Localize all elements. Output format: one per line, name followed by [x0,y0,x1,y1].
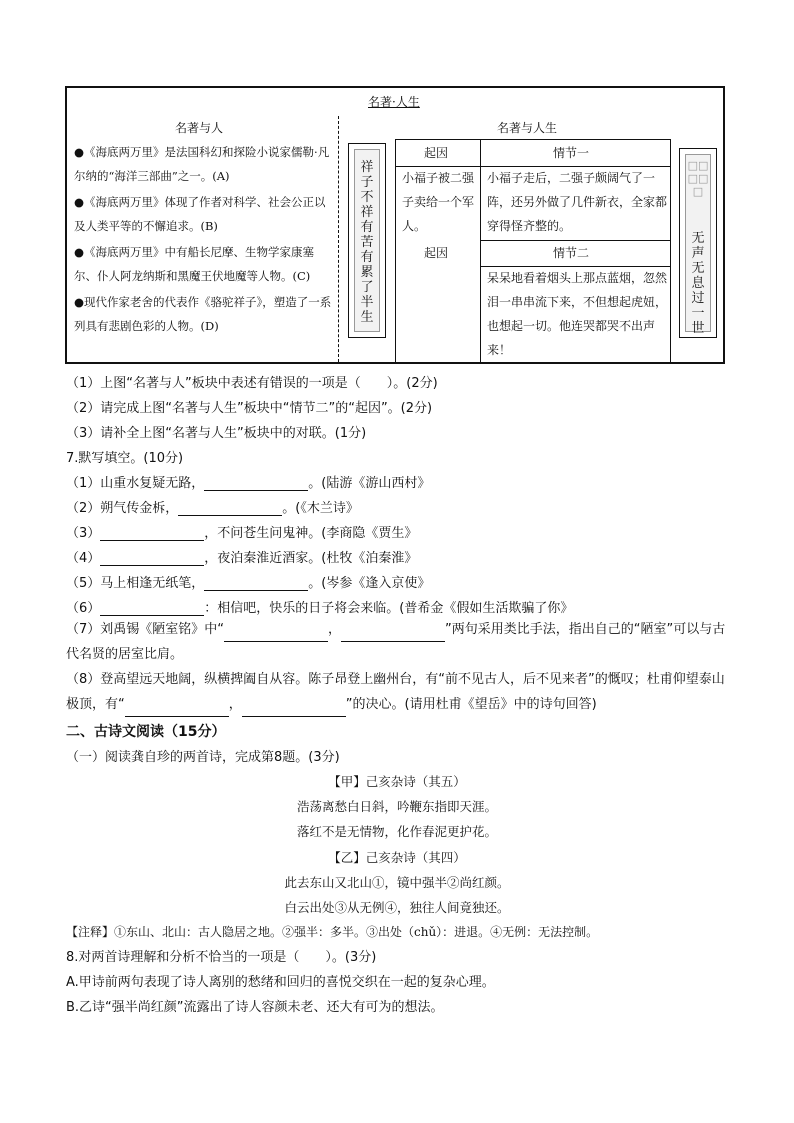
table-cell-plot-1: 小福子走后，二强子颇阔气了一阵，还另外做了几件新衣，全家都穿得怪齐整的。 [487,171,668,233]
question-8: 8.对两首诗理解和分析不恰当的一项是（ ）。(3分) [66,950,377,965]
question-7: 7.默写填空。(10分) [66,451,184,466]
section-2-intro: （一）阅读龚自珍的两首诗，完成第8题。(3分) [66,750,340,765]
table-cell-cause-1: 小福子被二强子卖给一个军人。 [402,171,475,233]
bullet-d: ●现代作家老舍的代表作《骆驼祥子》，塑造了一系列具有悲剧色彩的人物。(D) [74,295,332,333]
box-title: 名著·人生 [368,95,420,109]
bullet-a: ●《海底两万里》是法国科幻和探险小说家儒勒·凡尔纳的“海洋三部曲”之一。(A) [74,145,330,183]
poem-b-line-2: 白云出处③从无例④，独往人间竟独还。 [284,900,510,915]
answer-blank[interactable] [100,525,204,541]
right-heading: 名著与人生 [497,121,558,135]
dictation-1: （1）山重水复疑无路， 。(陆游《游山西村》 [66,476,431,491]
option-b: B.乙诗“强半尚红颜”流露出了诗人容颜未老、还大有可为的想法。 [66,1000,444,1015]
answer-blank[interactable] [204,475,308,491]
answer-blank[interactable] [100,550,204,566]
question-1: （1）上图“名著与人”板块中表述有错误的一项是（ ）。(2分) [66,376,438,391]
bullet-b: ●《海底两万里》体现了作者对科学、社会公正以及人类平等的不懈追求。(B) [74,195,326,233]
table-header-cause-1: 起因 [424,146,449,160]
option-a: A.甲诗前两句表现了诗人离别的愁绪和回归的喜悦交织在一起的复杂心理。 [66,975,495,990]
dictation-8: （8）登高望远天地阔，纵横捭阖自从容。陈子昂登上幽州台，有“前不见古人，后不见来者”的慨叹；杜甫仰望泰山极顶，有“ ， ”的决心。(请用杜甫《望岳》中的诗句回答) [66,667,731,717]
answer-blank[interactable] [341,626,445,642]
poem-b-line-1: 此去东山又北山①，镜中强半②尚红颜。 [284,875,510,890]
couplet-right-text: 无声无息过一世 [691,231,705,336]
dictation-5: （5）马上相逢无纸笔， 。(岑参《逢入京使》 [66,576,431,591]
answer-blank[interactable] [125,701,229,717]
dictation-4: （4） ，夜泊秦淮近酒家。(杜牧《泊秦淮》 [66,551,418,566]
box-divider [338,116,339,362]
couplet-right-scroll [679,148,717,338]
dictation-2: （2）朔气传金柝， 。(《木兰诗》 [66,501,359,516]
couplet-left-text: 祥子不祥 有苦有累了半生 [360,160,387,325]
poem-a-line-1: 浩荡离愁白日斜，吟鞭东指即天涯。 [296,799,497,814]
question-3: （3）请补全上图“名著与人生”板块中的对联。(1分) [66,426,367,441]
question-2: （2）请完成上图“名著与人生”板块中“情节二”的“起因”。(2分) [66,401,433,416]
table-header-plot-2: 情节二 [553,246,590,260]
poem-notes: 【注释】①东山、北山：古人隐居之地。②强半：多半。③出处（chǔ）：进退。④无例：无法控制。 [66,925,599,939]
left-heading: 名著与人 [175,121,224,135]
table-header-plot-1: 情节一 [553,146,590,160]
section-2-title: 二、古诗文阅读（15分） [66,724,226,740]
answer-blank[interactable] [204,575,308,591]
dictation-7: （7）刘禹锡《陋室铭》中“ ， ”两句采用类比手法，指出自己的“陋室”可以与古代名贤的居室比肩。 [66,622,726,662]
poem-a-title: 【甲】己亥杂诗（其五） [328,774,466,789]
bullet-c: ●《海底两万里》中有船长尼摩、生物学家康塞尔、仆人阿龙纳斯和黑魔王伏地魔等人物。(C) [74,245,315,283]
answer-blank[interactable] [178,500,282,516]
answer-blank[interactable] [100,600,204,616]
table-header-cause-2: 起因 [424,246,449,260]
poem-a-line-2: 落红不是无情物，化作春泥更护花。 [296,824,497,839]
answer-blank[interactable] [224,626,328,642]
dictation-6: （6） ：相信吧，快乐的日子将会来临。(普希金《假如生活欺骗了你》 [66,601,574,616]
plot-table [395,139,671,364]
dictation-3: （3） ，不问苍生问鬼神。(李商隐《贾生》 [66,526,418,541]
couplet-left-scroll [348,143,386,338]
couplet-right-blank: □□□□□ [687,159,709,198]
answer-blank[interactable] [242,701,346,717]
table-cell-plot-2: 呆呆地看着烟头上那点蓝烟，忽然泪一串串流下来，不但想起虎妞，也想起一切。他连哭都哭不出声来！ [487,271,668,357]
poem-b-title: 【乙】己亥杂诗（其四） [328,850,466,865]
